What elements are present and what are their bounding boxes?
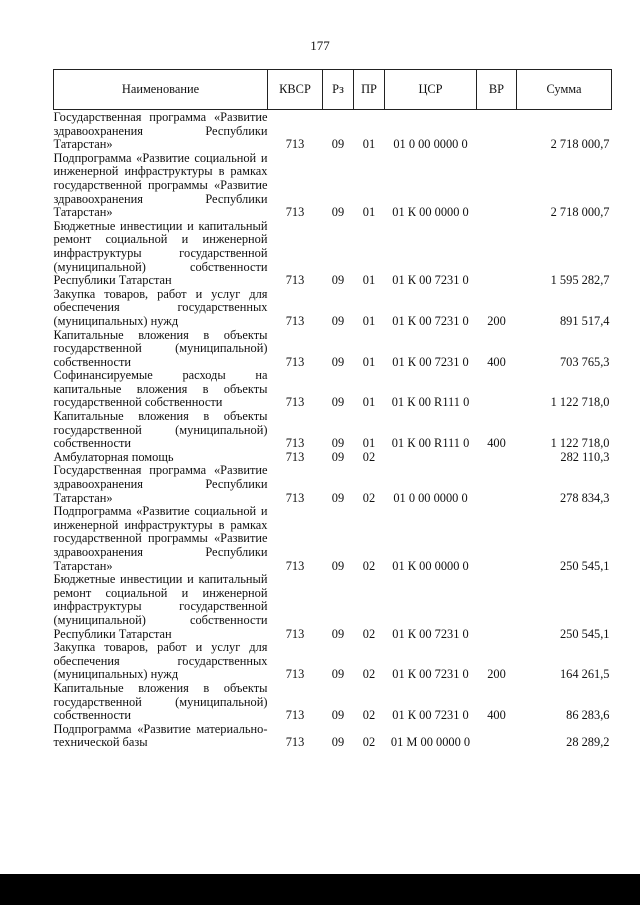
cell-kvsr: 713	[285, 354, 305, 369]
cell-pr: 02	[362, 449, 376, 464]
cell-kvsr: 713	[285, 449, 305, 464]
cell-rz: 09	[331, 558, 345, 573]
cell-name: Подпрограмма «Развитие социальной и инженерной инфраструктуры в рамках государственной программы «Развитие здравоохранения Республики Татарстан»	[53, 504, 268, 573]
cell-pr: 02	[362, 735, 376, 750]
cell-sum: 891 517,4	[559, 313, 610, 328]
cell-vr	[477, 451, 517, 465]
cell-vr	[477, 152, 517, 220]
header-csr: ЦСР	[385, 70, 477, 110]
cell-sum: 250 545,1	[559, 626, 610, 641]
cell-sum: 2 718 000,7	[550, 137, 610, 152]
cell-kvsr: 713	[285, 436, 305, 451]
cell-name: Подпрограмма «Развитие социальной и инженерной инфраструктуры в рамках государственной программы «Развитие здравоохранения Республики Татарстан»	[53, 150, 268, 220]
cell-csr: 01 К 00 0000 0	[392, 558, 469, 573]
cell-kvsr: 713	[285, 735, 305, 750]
cell-sum: 703 765,3	[559, 354, 610, 369]
cell-name: Закупка товаров, работ и услуг для обеспечения государственных (муниципальных) нужд	[53, 286, 268, 328]
cell-rz: 09	[331, 436, 345, 451]
cell-vr: 400	[487, 354, 506, 369]
cell-pr: 01	[362, 137, 376, 152]
cell-vr: 200	[487, 667, 506, 682]
table-row	[54, 573, 612, 641]
cell-kvsr: 713	[285, 708, 305, 723]
cell-csr: 01 К 00 7231 0	[392, 626, 469, 641]
table-row	[54, 641, 612, 682]
table-row	[54, 329, 612, 370]
header-pr: ПР	[354, 70, 385, 110]
cell-csr: 01 К 00 R111 0	[391, 436, 470, 451]
cell-vr	[477, 110, 517, 152]
cell-vr	[477, 220, 517, 288]
cell-vr	[477, 573, 517, 641]
cell-csr: 01 К 00 7231 0	[392, 708, 469, 723]
header-name: Наименование	[54, 70, 268, 110]
cell-csr: 01 К 00 7231 0	[392, 313, 469, 328]
cell-name: Бюджетные инвестиции и капитальный ремонт социальной и инженерной инфраструктуры государственной (муниципальной) собственности Республики Татарстан	[53, 218, 268, 288]
cell-rz: 09	[331, 708, 345, 723]
cell-vr	[477, 464, 517, 505]
cell-pr: 01	[362, 436, 376, 451]
cell-csr: 01 К 00 0000 0	[392, 205, 469, 220]
header-rz: Рз	[323, 70, 354, 110]
table-row	[54, 110, 612, 152]
cell-rz: 09	[331, 490, 345, 505]
cell-pr: 02	[362, 667, 376, 682]
table-row	[54, 723, 612, 750]
cell-name: Софинансируемые расходы на капитальные вложения в объекты государственной собственности	[53, 368, 268, 410]
cell-pr: 01	[362, 273, 376, 288]
cell-name: Государственная программа «Развитие здравоохранения Республики Татарстан»	[53, 110, 268, 152]
cell-sum: 86 283,6	[566, 708, 610, 723]
cell-pr: 02	[362, 626, 376, 641]
cell-csr: 01 0 00 0000 0	[393, 490, 468, 505]
cell-sum: 164 261,5	[559, 667, 610, 682]
cell-rz: 09	[331, 735, 345, 750]
cell-name: Капитальные вложения в объекты государственной (муниципальной) собственности	[53, 680, 268, 723]
cell-vr: 400	[487, 436, 506, 451]
cell-vr	[477, 723, 517, 750]
cell-rz: 09	[331, 667, 345, 682]
header-kvsr: КВСР	[268, 70, 323, 110]
table-row	[54, 220, 612, 288]
cell-kvsr: 713	[285, 313, 305, 328]
cell-name: Капитальные вложения в объекты государственной (муниципальной) собственности	[53, 409, 268, 451]
page-number: 177	[310, 38, 330, 53]
cell-csr: 01 К 00 7231 0	[392, 354, 469, 369]
cell-rz: 09	[331, 354, 345, 369]
cell-name: Закупка товаров, работ и услуг для обеспечения государственных (муниципальных) нужд	[53, 640, 268, 682]
header-vr: ВР	[477, 70, 517, 110]
cell-csr: 01 К 00 7231 0	[392, 667, 469, 682]
cell-rz: 09	[331, 313, 345, 328]
cell-kvsr: 713	[285, 667, 305, 682]
cell-kvsr: 713	[285, 490, 305, 505]
cell-pr: 02	[362, 708, 376, 723]
cell-pr: 01	[362, 205, 376, 220]
cell-rz: 09	[331, 449, 345, 464]
cell-rz: 09	[331, 626, 345, 641]
scan-bottom-border	[0, 874, 640, 905]
cell-sum: 2 718 000,7	[550, 205, 610, 220]
cell-kvsr: 713	[285, 395, 305, 410]
cell-sum: 1 595 282,7	[550, 273, 610, 288]
cell-pr: 01	[362, 354, 376, 369]
cell-sum: 278 834,3	[559, 490, 610, 505]
cell-name: Амбулаторная помощь	[53, 449, 174, 464]
cell-pr: 01	[362, 313, 376, 328]
cell-rz: 09	[331, 273, 345, 288]
cell-rz: 09	[331, 137, 345, 152]
cell-kvsr: 713	[285, 137, 305, 152]
cell-vr: 200	[487, 313, 506, 328]
cell-rz: 09	[331, 205, 345, 220]
cell-name: Подпрограмма «Развитие материально-технической базы	[53, 721, 268, 750]
table-body	[54, 110, 612, 750]
cell-sum: 1 122 718,0	[550, 395, 610, 410]
cell-pr: 02	[362, 490, 376, 505]
cell-name: Капитальные вложения в объекты государственной (муниципальной) собственности	[53, 327, 268, 369]
cell-sum: 28 289,2	[566, 735, 610, 750]
table-row	[54, 369, 612, 410]
cell-csr: 01 0 00 0000 0	[393, 137, 468, 152]
cell-kvsr: 713	[285, 626, 305, 641]
cell-csr: 01 М 00 0000 0	[390, 735, 471, 750]
cell-rz: 09	[331, 395, 345, 410]
cell-csr	[385, 451, 477, 465]
cell-name: Бюджетные инвестиции и капитальный ремонт социальной и инженерной инфраструктуры государственной (муниципальной) собственности Республики Татарстан	[53, 572, 268, 641]
table-row	[54, 451, 612, 465]
cell-vr	[477, 505, 517, 573]
cell-kvsr: 713	[285, 205, 305, 220]
cell-sum: 250 545,1	[559, 558, 610, 573]
table-row	[54, 505, 612, 573]
cell-pr: 01	[362, 395, 376, 410]
cell-vr	[477, 369, 517, 410]
budget-table	[53, 69, 612, 750]
table-header-row	[54, 70, 612, 110]
cell-kvsr: 713	[285, 558, 305, 573]
cell-csr: 01 К 00 R111 0	[391, 395, 470, 410]
cell-pr: 02	[362, 558, 376, 573]
cell-sum: 1 122 718,0	[550, 436, 610, 451]
cell-sum: 282 110,3	[560, 449, 610, 464]
cell-csr: 01 К 00 7231 0	[392, 273, 469, 288]
header-sum: Сумма	[517, 70, 612, 110]
cell-vr: 400	[487, 708, 506, 723]
table-row	[54, 464, 612, 505]
cell-name: Государственная программа «Развитие здравоохранения Республики Татарстан»	[53, 463, 268, 505]
table-row	[54, 410, 612, 451]
cell-kvsr: 713	[285, 273, 305, 288]
table-row	[54, 682, 612, 723]
table-row	[54, 152, 612, 220]
table-row	[54, 288, 612, 329]
